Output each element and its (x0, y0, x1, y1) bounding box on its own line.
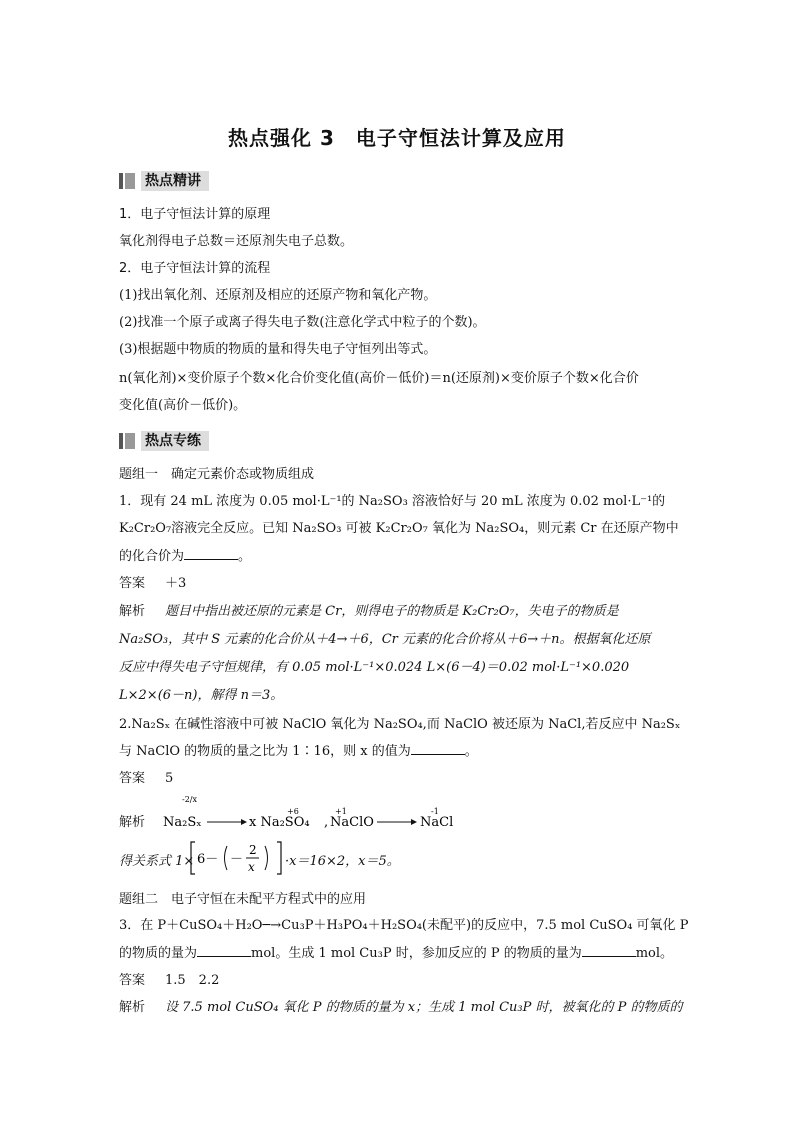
answer-blank (582, 944, 636, 957)
process-step-2: (2)找准一个原子或离子得失电子数(注意化学式中粒子的个数)。 (119, 315, 486, 330)
analysis-3-text: 设 7.5 mol CuSO₄ 氧化 P 的物质的量为 x；生成 1 mol Cu₃P 时，被氧化的 P 的物质的 (165, 1000, 683, 1015)
question-3-text-b: mol。生成 1 mol Cu₃P 时，参加反应的 P 的物质的量为 (251, 946, 582, 961)
fraction-denominator: x (248, 860, 255, 874)
na2so4-label: x Na₂SO₄ (249, 815, 310, 830)
question-2-line-2 (119, 742, 679, 761)
analysis-1-line-1 (119, 603, 679, 621)
group-1-heading: 题组一 确定元素价态或物质组成 (119, 467, 315, 482)
section-marker (125, 173, 135, 189)
analysis-label: 解析 (119, 604, 146, 619)
question-2-line-1: 2.Na₂Sₓ 在碱性溶液中可被 NaClO 氧化为 Na₂SO₄,而 NaClO 被还原为 NaCl,若反应中 Na₂Sₓ (119, 717, 681, 732)
minus-sign: － (230, 852, 244, 867)
section-label: 热点精讲 (141, 171, 209, 191)
analysis-1-text: 题目中指出被还原的元素是 Cr，则得电子的物质是 K₂Cr₂O₇，失电子的物质是 (165, 604, 619, 619)
answer-label: 答案 (119, 973, 146, 988)
equation-line-2: 变化值(高价－低价)。 (119, 398, 247, 413)
relation-bracket (189, 840, 299, 876)
answer-1-value: ＋3 (165, 576, 187, 591)
principle-title: 1．电子守恒法计算的原理 (119, 207, 271, 222)
question-3-line-2 (119, 944, 679, 963)
answer-blank (197, 944, 251, 957)
redox-formula (163, 792, 463, 842)
section-header-practice (119, 431, 209, 451)
process-step-3: (3)根据题中物质的物质的量和得失电子守恒列出等式。 (119, 342, 437, 357)
page-title: 热点强化 3 电子守恒法计算及应用 (228, 126, 566, 150)
process-title: 2．电子守恒法计算的流程 (119, 261, 271, 276)
answer-3-value: 1.5 2.2 (165, 973, 220, 988)
comma: , (324, 815, 329, 830)
cl-charge-2: -1 (431, 807, 439, 816)
section-label: 热点专练 (141, 431, 209, 451)
question-1-line-3 (119, 547, 679, 566)
answer-1 (119, 575, 679, 593)
cl-charge-1: +1 (335, 807, 347, 816)
principle-text: 氧化剂得电子总数＝还原剂失电子总数。 (119, 234, 354, 249)
inner-term: 6－ (197, 852, 219, 867)
answer-label: 答案 (119, 576, 146, 591)
na2s-label: Na₂Sₓ (163, 815, 202, 830)
relation-tail: ·x＝16×2，x＝5。 (285, 854, 400, 869)
s-oxidized-charge: +6 (287, 807, 299, 816)
naclo-label: NaClO (330, 815, 374, 830)
question-1-text: 的化合价为 (119, 549, 185, 564)
nacl-label: NaCl (420, 815, 454, 830)
question-2-end: 。 (464, 744, 478, 759)
section-header-lecture (119, 171, 209, 191)
fraction-numerator: 2 (249, 843, 257, 857)
section-marker (125, 433, 135, 449)
section-marker (119, 433, 123, 449)
question-1-line-1: 1．现有 24 mL 浓度为 0.05 mol·L⁻¹的 Na₂SO₃ 溶液恰好与 20 mL 浓度为 0.02 mol·L⁻¹的 (119, 494, 666, 509)
analysis-1-line-4: L×2×(6－n)，解得 n＝3。 (119, 688, 284, 703)
answer-2 (119, 770, 679, 788)
equation-line-1: n(氧化剂)×变价原子个数×化合价变化值(高价－低价)＝n(还原剂)×变价原子个数×化合价 (119, 371, 639, 386)
question-1-line-2: K₂Cr₂O₇溶液完全反应。已知 Na₂SO₃ 可被 K₂Cr₂O₇ 氧化为 Na₂SO₄，则元素 Cr 在还原产物中 (119, 521, 679, 536)
arrow-head-icon (411, 819, 417, 825)
process-step-1: (1)找出氧化剂、还原剂及相应的还原产物和氧化产物。 (119, 288, 437, 303)
analysis-2-label: 解析 (119, 815, 146, 830)
relation-equation (119, 840, 449, 876)
section-marker (119, 173, 123, 189)
analysis-label: 解析 (119, 1000, 146, 1015)
answer-label: 答案 (119, 771, 146, 786)
question-3-text-a: 的物质的量为 (119, 946, 198, 961)
question-3-text-c: mol。 (635, 946, 674, 961)
analysis-1-line-3: 反应中得失电子守恒规律，有 0.05 mol·L⁻¹×0.024 L×(6－4)＝0.02 mol·L⁻¹×0.020 (119, 660, 630, 675)
analysis-1-line-2: Na₂SO₃，其中 S 元素的化合价从＋4→＋6，Cr 元素的化合价将从＋6→＋n。根据氧化还原 (119, 632, 651, 647)
relation-text: 得关系式 1× (119, 854, 195, 869)
question-3-line-1: 3．在 P＋CuSO₄＋H₂O─→Cu₃P＋H₃PO₄＋H₂SO₄(未配平)的反应中，7.5 mol CuSO₄ 可氧化 P (119, 918, 689, 933)
s-charge-label: -2/x (182, 795, 197, 804)
analysis-3-line-1 (119, 999, 683, 1017)
answer-blank (411, 742, 465, 755)
group-2-heading: 题组二 电子守恒在未配平方程式中的应用 (119, 892, 367, 907)
arrow-head-icon (241, 819, 247, 825)
answer-2-value: 5 (165, 771, 174, 786)
answer-blank (184, 547, 238, 560)
question-1-end: 。 (238, 549, 252, 564)
answer-3 (119, 972, 679, 990)
question-2-text: 与 NaClO 的物质的量之比为 1∶16，则 x 的值为 (119, 744, 411, 759)
